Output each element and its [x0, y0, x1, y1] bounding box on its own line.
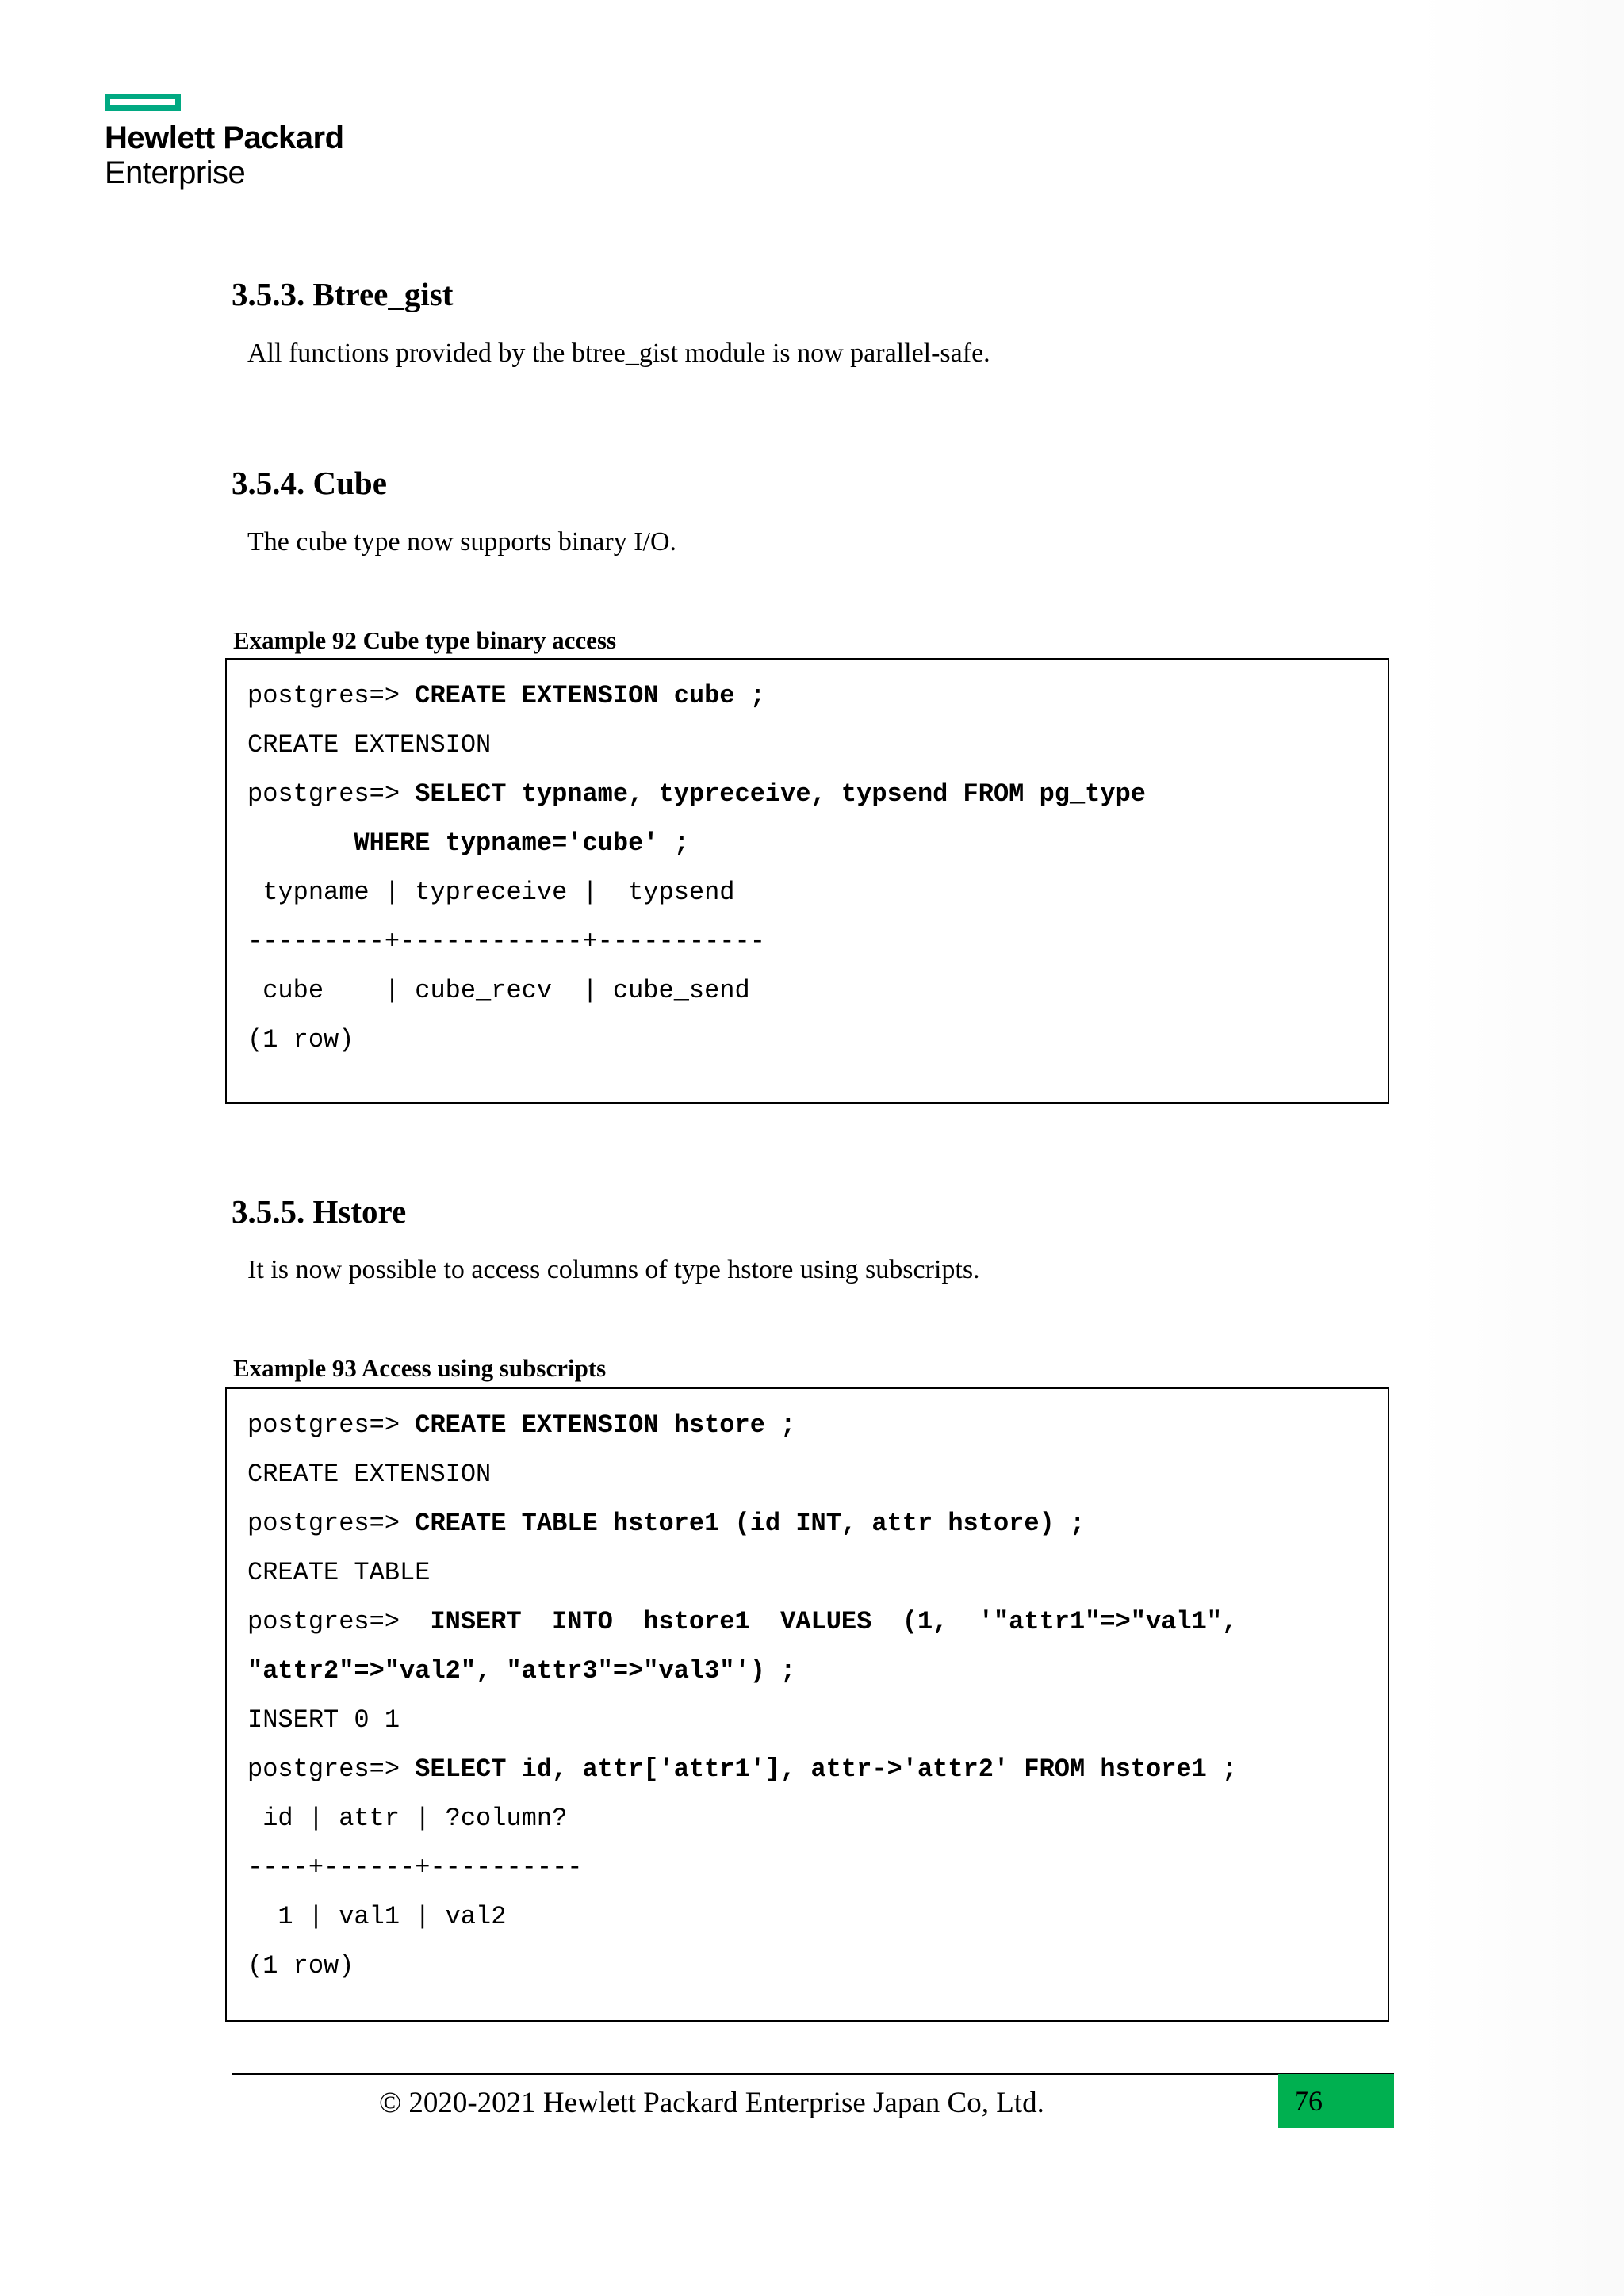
section-heading-hstore: 3.5.5. Hstore — [232, 1193, 407, 1230]
section-text-hstore: It is now possible to access columns of type hstore using subscripts. — [247, 1255, 980, 1284]
code-line: CREATE EXTENSION — [247, 1460, 492, 1489]
code-line: postgres=> CREATE EXTENSION hstore ; — [247, 1410, 796, 1440]
section-text-cube: The cube type now supports binary I/O. — [247, 527, 677, 557]
hpe-logo — [105, 94, 358, 190]
code-line: postgres=> CREATE TABLE hstore1 (id INT, attr hstore) ; — [247, 1509, 1086, 1538]
code-line: postgres=> SELECT typname, typreceive, typsend FROM pg_type — [247, 779, 1146, 809]
example-caption-hstore: Example 93 Access using subscripts — [233, 1354, 607, 1382]
code-line: WHERE typname='cube' ; — [354, 828, 689, 858]
hpe-logo-mark — [105, 94, 181, 111]
logo-text-line1: Hewlett Packard — [105, 121, 344, 155]
page-number: 76 — [1278, 2074, 1394, 2128]
code-line: (1 row) — [247, 1025, 354, 1054]
code-line: typname | typreceive | typsend — [247, 878, 735, 907]
code-line: ----+------+---------- — [247, 1853, 583, 1882]
code-line: postgres=> INSERT INTO hstore1 VALUES (1, '"attr1"=>"val1", — [247, 1607, 1238, 1636]
code-line: id | attr | ?column? — [247, 1804, 568, 1833]
code-line: ---------+------------+----------- — [247, 927, 765, 956]
footer-divider — [232, 2073, 1394, 2075]
code-line: (1 row) — [247, 1951, 354, 1980]
code-block-cube — [225, 658, 1389, 1104]
code-line: cube | cube_recv | cube_send — [247, 976, 750, 1005]
code-line: INSERT 0 1 — [247, 1705, 400, 1735]
section-heading-btree-gist: 3.5.3. Btree_gist — [232, 276, 454, 312]
page-edge-shading — [1418, 0, 1624, 2296]
code-line: 1 | val1 | val2 — [247, 1902, 507, 1931]
section-text-btree-gist: All functions provided by the btree_gist module is now parallel-safe. — [247, 339, 990, 368]
footer-copyright: © 2020-2021 Hewlett Packard Enterprise Japan Co, Ltd. — [379, 2087, 1044, 2119]
code-line: postgres=> SELECT id, attr['attr1'], attr->'attr2' FROM hstore1 ; — [247, 1755, 1238, 1784]
code-line: postgres=> CREATE EXTENSION cube ; — [247, 681, 765, 710]
code-block-hstore — [225, 1387, 1389, 2022]
logo-text-line2: Enterprise — [105, 155, 246, 190]
section-heading-cube: 3.5.4. Cube — [232, 465, 387, 501]
code-line: CREATE TABLE — [247, 1558, 431, 1587]
example-caption-cube: Example 92 Cube type binary access — [233, 626, 617, 654]
code-line: CREATE EXTENSION — [247, 730, 492, 760]
code-line: "attr2"=>"val2", "attr3"=>"val3"') ; — [247, 1656, 796, 1686]
